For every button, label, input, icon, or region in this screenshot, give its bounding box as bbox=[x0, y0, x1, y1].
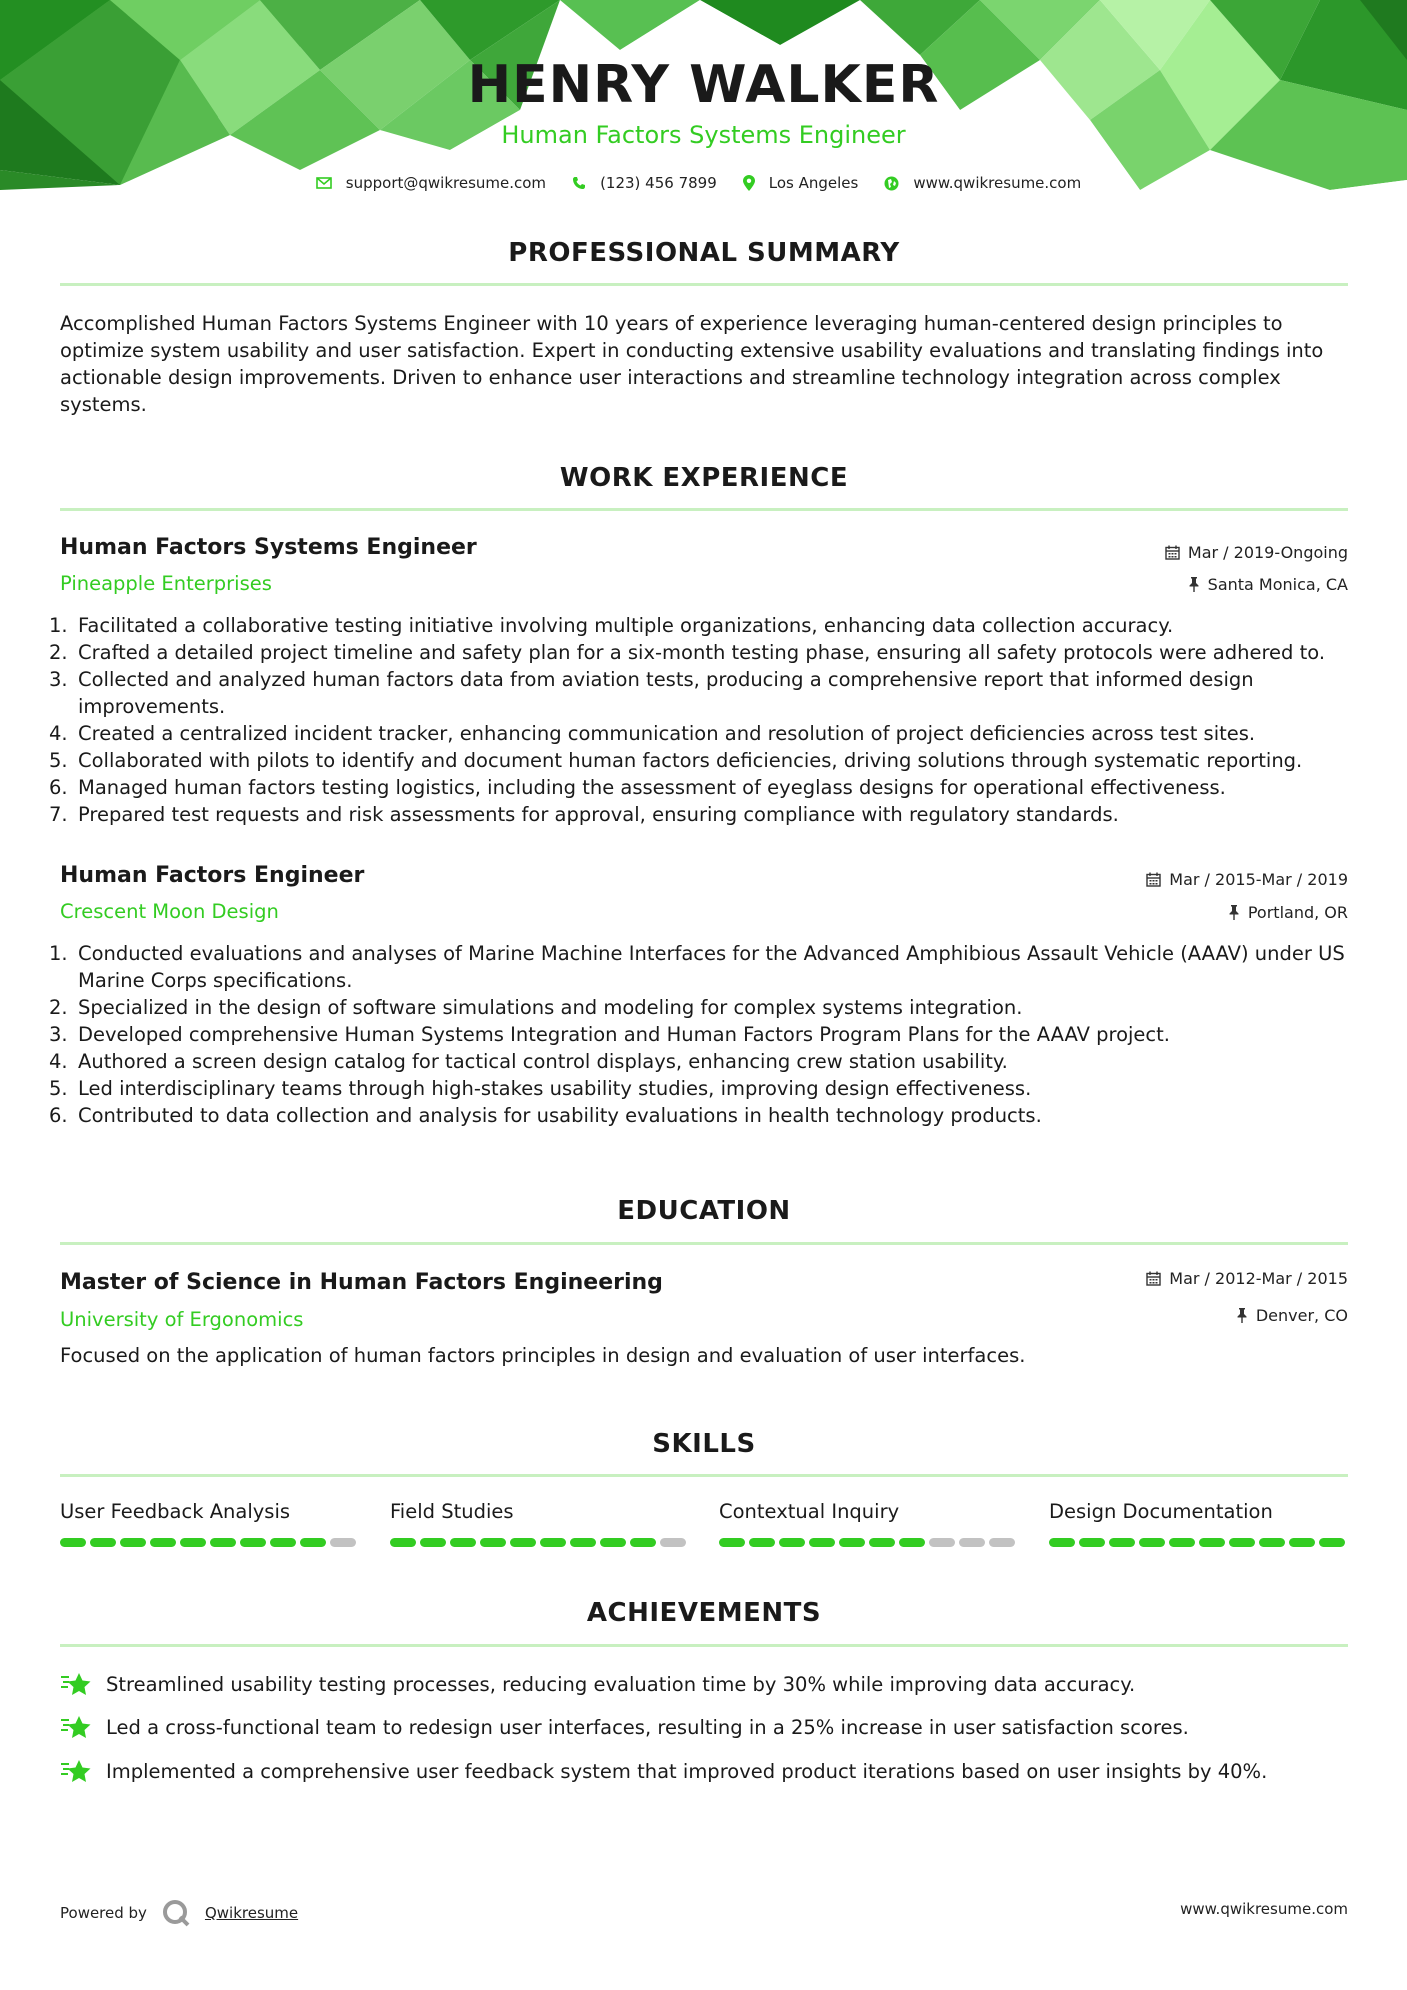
envelope-icon bbox=[316, 177, 332, 189]
skill-segment-filled bbox=[1229, 1538, 1255, 1547]
skill-segment-filled bbox=[779, 1538, 805, 1547]
skill-level-bar bbox=[1049, 1538, 1345, 1547]
pushpin-icon bbox=[1236, 1308, 1248, 1323]
list-item bbox=[49, 666, 1349, 720]
bullet-text: Created a centralized incident tracker, enhancing communication and resolution of project deficiencies across test sites. bbox=[78, 722, 1256, 745]
bullet-number: 1. bbox=[49, 614, 68, 637]
education-description: Focused on the application of human factors principles in design and evaluation of user interfaces. bbox=[60, 1344, 1026, 1367]
skills-divider bbox=[60, 1474, 1348, 1477]
phone-icon bbox=[572, 176, 586, 190]
list-item bbox=[49, 1021, 1349, 1048]
pushpin-icon bbox=[1228, 905, 1240, 920]
skill-segment-filled bbox=[480, 1538, 506, 1547]
summary-divider bbox=[60, 283, 1348, 286]
job-location bbox=[1228, 903, 1348, 922]
list-item bbox=[49, 940, 1349, 994]
skill-level-bar bbox=[60, 1538, 356, 1547]
bullet-text: Facilitated a collaborative testing initiative involving multiple organizations, enhancing data collection accuracy. bbox=[78, 614, 1174, 637]
qwikresume-link[interactable]: Qwikresume bbox=[204, 1904, 299, 1922]
skill-name: Design Documentation bbox=[1049, 1500, 1273, 1523]
skill-segment-empty bbox=[330, 1538, 356, 1547]
job-location-text: Portland, OR bbox=[1247, 903, 1348, 922]
calendar-icon bbox=[1146, 1271, 1161, 1286]
skill-segment-filled bbox=[270, 1538, 296, 1547]
job-bullets bbox=[49, 612, 1349, 828]
skill-segment-filled bbox=[1199, 1538, 1225, 1547]
contact-phone[interactable] bbox=[572, 174, 717, 192]
qwikresume-logo-icon bbox=[161, 1898, 191, 1928]
skill-name: Contextual Inquiry bbox=[719, 1500, 900, 1523]
email-text: support@qwikresume.com bbox=[345, 174, 547, 192]
skill-segment-filled bbox=[510, 1538, 536, 1547]
star-icon bbox=[60, 1714, 92, 1740]
skill-segment-filled bbox=[630, 1538, 656, 1547]
education-heading: EDUCATION bbox=[617, 1196, 791, 1226]
achievements-heading: ACHIEVEMENTS bbox=[586, 1598, 822, 1628]
experience-divider bbox=[60, 508, 1348, 511]
bullet-text: Contributed to data collection and analysis for usability evaluations in health technology products. bbox=[78, 1104, 1042, 1127]
achievements-divider bbox=[60, 1644, 1348, 1647]
skill-segment-filled bbox=[1109, 1538, 1135, 1547]
bullet-number: 3. bbox=[49, 668, 68, 691]
list-item bbox=[49, 774, 1349, 801]
skill-segment-empty bbox=[929, 1538, 955, 1547]
skills-heading: SKILLS bbox=[652, 1429, 756, 1459]
summary-text: Accomplished Human Factors Systems Engineer with 10 years of experience leveraging human-centered design principles to optimize system usability and user satisfaction. Expert in conducting extensive usability evaluations and translating findings into actionable design improvements. Driven to enhance user interactions and streamline technology integration across complex systems. bbox=[60, 312, 1324, 416]
job-location bbox=[1188, 575, 1348, 594]
bullet-number: 2. bbox=[49, 641, 68, 664]
candidate-title: Human Factors Systems Engineer bbox=[501, 121, 906, 149]
skill-segment-filled bbox=[1289, 1538, 1315, 1547]
skill-segment-filled bbox=[809, 1538, 835, 1547]
website-text: www.qwikresume.com bbox=[913, 174, 1082, 192]
company-name: Crescent Moon Design bbox=[60, 900, 279, 923]
achievement-item bbox=[60, 1671, 1350, 1697]
contact-email[interactable] bbox=[316, 174, 546, 192]
job-title: Human Factors Engineer bbox=[60, 863, 365, 888]
school-name: University of Ergonomics bbox=[60, 1308, 304, 1331]
bullet-text: Led interdisciplinary teams through high-stakes usability studies, improving design effectiveness. bbox=[78, 1077, 1032, 1100]
skill-name: Field Studies bbox=[390, 1500, 514, 1523]
summary-heading: PROFESSIONAL SUMMARY bbox=[508, 238, 900, 268]
skill-name: User Feedback Analysis bbox=[60, 1500, 291, 1523]
bullet-text: Conducted evaluations and analyses of Marine Machine Interfaces for the Advanced Amphibious Assault Vehicle (AAAV) under US Marine Corps specifications. bbox=[78, 942, 1345, 992]
skill-segment-filled bbox=[1319, 1538, 1345, 1547]
job-dates bbox=[1146, 870, 1348, 889]
achievement-item bbox=[60, 1714, 1350, 1740]
powered-by bbox=[60, 1898, 298, 1928]
bullet-text: Developed comprehensive Human Systems Integration and Human Factors Program Plans for the AAAV project. bbox=[78, 1023, 1170, 1046]
achievement-text: Led a cross-functional team to redesign user interfaces, resulting in a 25% increase in user satisfaction scores. bbox=[106, 1715, 1189, 1739]
skill-segment-filled bbox=[120, 1538, 146, 1547]
calendar-icon bbox=[1146, 872, 1161, 887]
powered-by-label: Powered by bbox=[60, 1904, 147, 1922]
bullet-number: 5. bbox=[49, 749, 68, 772]
skill-item bbox=[60, 1500, 360, 1523]
footer-website[interactable]: www.qwikresume.com bbox=[1180, 1900, 1348, 1918]
contact-location bbox=[743, 174, 859, 192]
bullet-number: 4. bbox=[49, 1050, 68, 1073]
skill-segment-filled bbox=[1049, 1538, 1075, 1547]
skill-segment-filled bbox=[600, 1538, 626, 1547]
map-pin-icon bbox=[743, 175, 755, 191]
skill-level-bar bbox=[719, 1538, 1015, 1547]
contact-website[interactable] bbox=[884, 174, 1081, 192]
bullet-text: Authored a screen design catalog for tactical control displays, enhancing crew station usability. bbox=[78, 1050, 1008, 1073]
achievement-item bbox=[60, 1758, 1350, 1784]
skill-segment-filled bbox=[1259, 1538, 1285, 1547]
candidate-name: HENRY WALKER bbox=[467, 55, 940, 115]
list-item bbox=[49, 801, 1349, 828]
skill-segment-filled bbox=[450, 1538, 476, 1547]
company-name: Pineapple Enterprises bbox=[60, 572, 272, 595]
skill-segment-filled bbox=[1079, 1538, 1105, 1547]
skill-segment-filled bbox=[150, 1538, 176, 1547]
education-divider bbox=[60, 1242, 1348, 1245]
education-dates-text: Mar / 2012-Mar / 2015 bbox=[1169, 1269, 1348, 1288]
pushpin-icon bbox=[1188, 577, 1200, 592]
skill-segment-filled bbox=[1139, 1538, 1165, 1547]
skill-segment-filled bbox=[540, 1538, 566, 1547]
skill-segment-filled bbox=[719, 1538, 745, 1547]
list-item bbox=[49, 747, 1349, 774]
skill-segment-filled bbox=[570, 1538, 596, 1547]
list-item bbox=[49, 612, 1349, 639]
location-text: Los Angeles bbox=[768, 174, 859, 192]
list-item bbox=[49, 994, 1349, 1021]
globe-icon bbox=[884, 176, 899, 191]
skill-segment-filled bbox=[210, 1538, 236, 1547]
list-item bbox=[49, 1102, 1349, 1129]
bullet-number: 6. bbox=[49, 776, 68, 799]
list-item bbox=[49, 1075, 1349, 1102]
degree-title: Master of Science in Human Factors Engineering bbox=[60, 1270, 663, 1295]
skill-item bbox=[719, 1500, 1019, 1523]
skill-segment-filled bbox=[899, 1538, 925, 1547]
bullet-number: 2. bbox=[49, 996, 68, 1019]
job-dates-text: Mar / 2015-Mar / 2019 bbox=[1169, 870, 1348, 889]
education-location-text: Denver, CO bbox=[1255, 1306, 1348, 1325]
job-dates bbox=[1165, 543, 1348, 562]
skill-segment-empty bbox=[989, 1538, 1015, 1547]
skill-segment-empty bbox=[660, 1538, 686, 1547]
bullet-number: 4. bbox=[49, 722, 68, 745]
skill-item bbox=[390, 1500, 690, 1523]
education-location bbox=[1236, 1306, 1348, 1325]
skill-segment-filled bbox=[839, 1538, 865, 1547]
bullet-number: 3. bbox=[49, 1023, 68, 1046]
list-item bbox=[49, 1048, 1349, 1075]
job-dates-text: Mar / 2019-Ongoing bbox=[1187, 543, 1348, 562]
achievement-text: Implemented a comprehensive user feedback system that improved product iterations based on user insights by 40%. bbox=[106, 1759, 1268, 1783]
skill-segment-filled bbox=[90, 1538, 116, 1547]
bullet-text: Managed human factors testing logistics, including the assessment of eyeglass designs for operational effectiveness. bbox=[78, 776, 1226, 799]
job-location-text: Santa Monica, CA bbox=[1207, 575, 1348, 594]
phone-text: (123) 456 7899 bbox=[600, 174, 717, 192]
bullet-number: 6. bbox=[49, 1104, 68, 1127]
job-bullets bbox=[49, 940, 1349, 1129]
list-item bbox=[49, 639, 1349, 666]
skill-segment-empty bbox=[959, 1538, 985, 1547]
bullet-text: Collaborated with pilots to identify and document human factors deficiencies, driving solutions through systematic reporting. bbox=[78, 749, 1303, 772]
job-title: Human Factors Systems Engineer bbox=[60, 535, 477, 560]
bullet-text: Specialized in the design of software simulations and modeling for complex systems integration. bbox=[78, 996, 1023, 1019]
list-item bbox=[49, 720, 1349, 747]
experience-heading: WORK EXPERIENCE bbox=[559, 463, 849, 493]
skill-segment-filled bbox=[420, 1538, 446, 1547]
skill-segment-filled bbox=[300, 1538, 326, 1547]
skill-segment-filled bbox=[240, 1538, 266, 1547]
skill-segment-filled bbox=[60, 1538, 86, 1547]
bullet-text: Collected and analyzed human factors data from aviation tests, producing a comprehensive report that informed design improvements. bbox=[78, 668, 1254, 718]
bullet-number: 1. bbox=[49, 942, 68, 965]
skill-level-bar bbox=[390, 1538, 686, 1547]
skill-segment-filled bbox=[180, 1538, 206, 1547]
star-icon bbox=[60, 1671, 92, 1697]
contact-bar bbox=[0, 174, 1407, 192]
achievement-text: Streamlined usability testing processes, reducing evaluation time by 30% while improving data accuracy. bbox=[106, 1672, 1136, 1696]
bullet-text: Prepared test requests and risk assessments for approval, ensuring compliance with regulatory standards. bbox=[78, 803, 1119, 826]
bullet-text: Crafted a detailed project timeline and safety plan for a six-month testing phase, ensuring all safety protocols were adhered to. bbox=[78, 641, 1326, 664]
star-icon bbox=[60, 1758, 92, 1784]
skill-segment-filled bbox=[1169, 1538, 1195, 1547]
skill-segment-filled bbox=[869, 1538, 895, 1547]
bullet-number: 7. bbox=[49, 803, 68, 826]
skill-segment-filled bbox=[390, 1538, 416, 1547]
skill-item bbox=[1049, 1500, 1349, 1523]
calendar-icon bbox=[1165, 545, 1180, 560]
bullet-number: 5. bbox=[49, 1077, 68, 1100]
skill-segment-filled bbox=[749, 1538, 775, 1547]
education-dates bbox=[1146, 1269, 1348, 1288]
